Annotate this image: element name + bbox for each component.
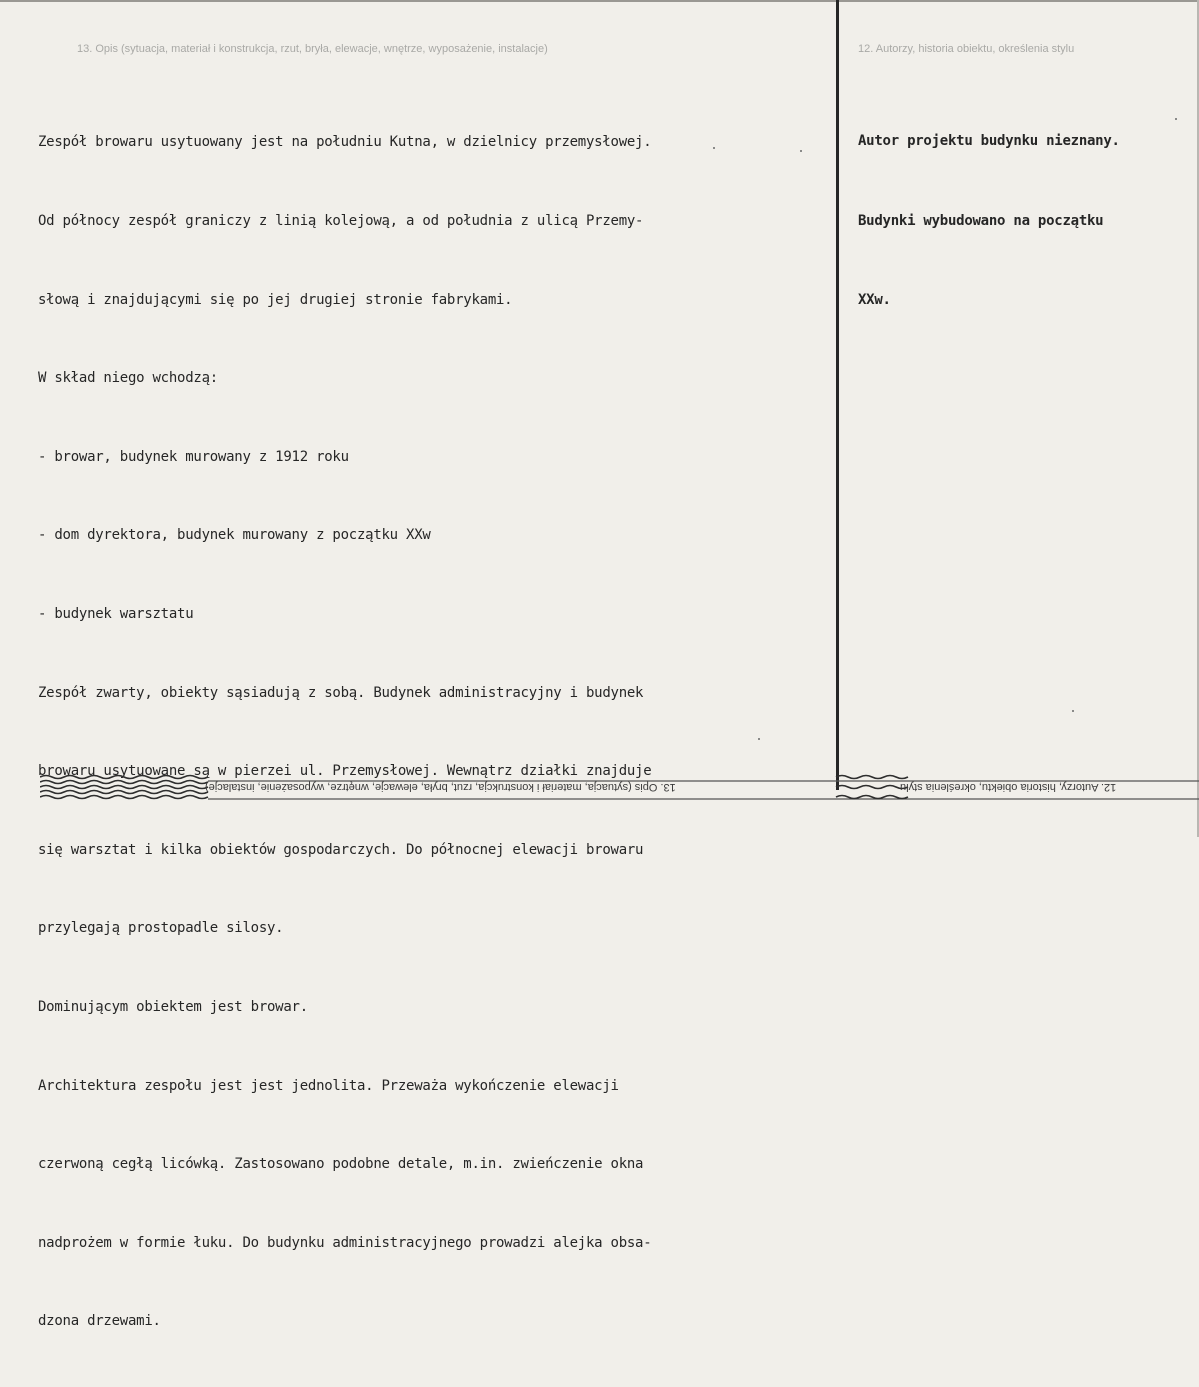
paper-speck	[800, 150, 802, 152]
text-line: Od północy zespół graniczy z linią kolejową, a od południa z ulicą Przemy-	[38, 213, 644, 229]
paper-speck	[713, 147, 715, 149]
text-line: czerwoną cegłą licówką. Zastosowano podobne detale, m.in. zwieńczenie okna	[38, 1156, 644, 1173]
mirrored-footer-right: 12. Autorzy, historia obiektu, określenia stylu	[900, 781, 1117, 793]
text-line: Autor projektu budynku nieznany.	[858, 133, 1120, 149]
paper-speck	[1072, 710, 1074, 712]
text-line: - browar, budynek murowany z 1912 roku	[38, 448, 349, 465]
card-top-edge	[0, 0, 1199, 2]
text-line: - budynek warsztatu	[38, 605, 194, 622]
text-line: Zespół zwarty, obiekty sąsiadują z sobą. Budynek administracyjny i budynek	[38, 684, 644, 701]
paper-speck	[758, 738, 760, 740]
paper-speck	[1175, 118, 1177, 120]
text-line: XXw.	[858, 292, 891, 308]
text-line: W skład niego wchodzą:	[38, 370, 218, 387]
text-line: Architektura zespołu jest jest jednolita. Przeważa wykończenie elewacji	[38, 1077, 619, 1094]
text-line: Zespół browaru usytuowany jest na południu Kutna, w dzielnicy przemysłowej.	[38, 134, 652, 151]
text-line: Dominującym obiektem jest browar.	[38, 998, 308, 1015]
text-line: słową i znajdującymi się po jej drugiej stronie fabrykami.	[38, 291, 513, 308]
text-line: - dom dyrektora, budynek murowany z początku XXw	[38, 527, 431, 544]
mirrored-footer-left: 13. Opis (sytuacja, materiał i konstrukcja, rzut, bryła, elewacje, wnętrze, wyposażenie, instalacje)	[205, 781, 676, 793]
description-section-header: 13. Opis (sytuacja, materiał i konstrukcja, rzut, bryła, elewacje, wnętrze, wyposażenie, instalacje)	[77, 43, 548, 55]
description-typed-text	[38, 77, 651, 1387]
text-line: się warsztat i kilka obiektów gospodarczych. Do północnej elewacji browaru	[38, 841, 644, 858]
text-line: przylegają prostopadle silosy.	[38, 920, 284, 937]
text-line: nadprożem w formie łuku. Do budynku administracyjnego prowadzi alejka obsa-	[38, 1234, 652, 1251]
text-line: browaru usytuowane są w pierzei ul. Przemysłowej. Wewnątrz działki znajduje	[38, 763, 652, 780]
authors-typed-text	[858, 75, 1120, 367]
text-line: Budynki wybudowano na początku	[858, 212, 1104, 229]
text-line: dzona drzewami.	[38, 1313, 161, 1330]
authors-section-header: 12. Autorzy, historia obiektu, określenia stylu	[858, 43, 1075, 55]
column-divider	[836, 0, 839, 790]
